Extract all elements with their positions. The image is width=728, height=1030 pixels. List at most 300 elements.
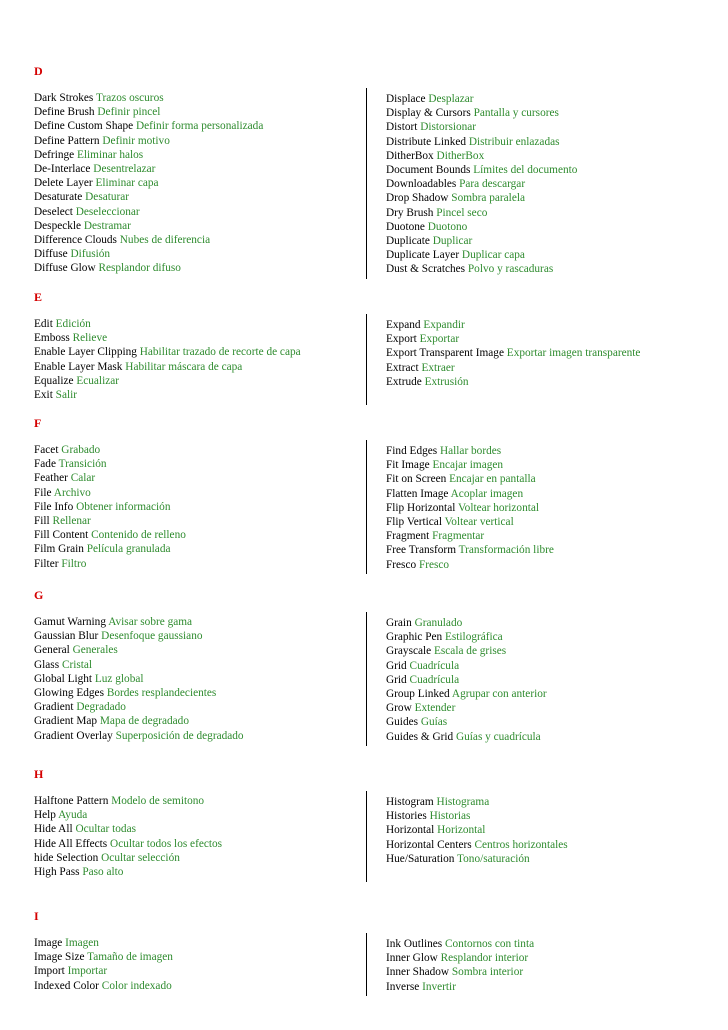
- term-english: Diffuse: [34, 248, 68, 261]
- term-spanish: Cristal: [61, 658, 93, 671]
- glossary-entry: [386, 332, 640, 346]
- column-separator: [366, 440, 367, 574]
- glossary-entry: [386, 220, 577, 234]
- term-spanish: Tono/saturación: [457, 852, 530, 865]
- glossary-entry: [34, 514, 186, 528]
- glossary-entry: [34, 486, 186, 500]
- term-spanish: Ocultar todos los efectos: [110, 837, 223, 850]
- term-english: File Info: [34, 500, 74, 513]
- term-english: Graphic Pen: [386, 631, 443, 644]
- glossary-entry: [386, 92, 577, 106]
- glossary-entry: [386, 248, 577, 262]
- term-spanish: Desaturar: [85, 191, 130, 204]
- glossary-entry: [34, 822, 222, 836]
- term-english: Film Grain: [34, 543, 84, 556]
- term-english: Image Size: [34, 951, 85, 964]
- term-spanish: Cuadrícula: [409, 659, 460, 672]
- term-english: Displace: [386, 93, 426, 105]
- glossary-entry: [34, 345, 301, 359]
- glossary-entry: [34, 471, 186, 485]
- glossary-entry: [386, 361, 640, 375]
- term-english: Grayscale: [386, 645, 432, 658]
- column-separator: [366, 88, 367, 279]
- term-spanish: Importar: [67, 965, 108, 978]
- term-spanish: Sombra interior: [451, 966, 524, 979]
- glossary-entry: [386, 852, 568, 866]
- term-spanish: Histograma: [436, 796, 490, 808]
- glossary-entry: [34, 851, 222, 865]
- glossary-entry: [34, 176, 263, 190]
- term-english: Difference Clouds: [34, 233, 117, 246]
- term-english: Flatten Image: [386, 487, 449, 500]
- section-letter-g: G: [34, 588, 44, 602]
- glossary-entry: [386, 318, 640, 332]
- term-spanish: Polvo y rascaduras: [467, 263, 554, 276]
- term-english: Dry Brush: [386, 206, 434, 219]
- term-english: Horizontal Centers: [386, 838, 472, 851]
- term-english: Equalize: [34, 374, 74, 387]
- term-spanish: Superposición de degradado: [115, 729, 244, 742]
- term-english: DitherBox: [386, 149, 434, 162]
- term-english: Dark Strokes: [34, 92, 94, 104]
- term-spanish: Ocultar selección: [101, 851, 180, 864]
- glossary-entry: [34, 629, 244, 643]
- term-english: Group Linked: [386, 687, 450, 700]
- glossary-entry: [386, 163, 577, 177]
- term-english: Distribute Linked: [386, 135, 467, 148]
- glossary-entry: [386, 177, 577, 191]
- term-english: Histories: [386, 810, 427, 823]
- term-spanish: Destramar: [83, 219, 131, 232]
- glossary-entry: [386, 937, 534, 951]
- glossary-entry: [386, 659, 547, 673]
- term-spanish: Extender: [414, 702, 456, 715]
- glossary-entry: [386, 346, 640, 360]
- term-spanish: Avisar sobre gama: [108, 616, 193, 628]
- term-spanish: Exportar: [419, 333, 460, 346]
- term-spanish: Límites del documento: [473, 163, 578, 176]
- term-english: Grow: [386, 702, 412, 715]
- glossary-entry: [34, 837, 222, 851]
- glossary-entry: [386, 730, 547, 744]
- section-letter-i: I: [34, 909, 39, 923]
- glossary-entry: [386, 809, 568, 823]
- glossary-entry: [34, 331, 301, 345]
- glossary-entry: [34, 374, 301, 388]
- term-spanish: Transformación libre: [458, 544, 554, 557]
- term-spanish: Imagen: [65, 937, 99, 949]
- term-english: Fill Content: [34, 529, 89, 542]
- term-spanish: Distorsionar: [420, 121, 477, 134]
- term-spanish: Transición: [58, 458, 107, 471]
- left-column: [34, 317, 301, 402]
- term-spanish: Ayuda: [58, 809, 88, 822]
- glossary-entry: [386, 444, 554, 458]
- term-english: Free Transform: [386, 544, 456, 557]
- column-separator: [366, 314, 367, 405]
- glossary-entry: [386, 795, 568, 809]
- term-english: Despeckle: [34, 219, 82, 232]
- term-spanish: Expandir: [423, 319, 465, 331]
- term-english: Find Edges: [386, 445, 438, 457]
- term-english: File: [34, 486, 52, 499]
- term-spanish: Fresco: [418, 558, 450, 571]
- term-spanish: Contenido de relleno: [91, 529, 186, 542]
- term-english: Define Pattern: [34, 134, 100, 147]
- term-spanish: Pantalla y cursores: [473, 107, 559, 120]
- right-column: [386, 795, 568, 866]
- term-spanish: Trazos oscuros: [95, 92, 164, 104]
- glossary-entry: [386, 206, 577, 220]
- glossary-entry: [386, 529, 554, 543]
- term-spanish: Desplazar: [428, 93, 474, 105]
- glossary-entry: [34, 134, 263, 148]
- glossary-entry: [386, 701, 547, 715]
- glossary-entry: [34, 615, 244, 629]
- term-english: Downloadables: [386, 178, 457, 191]
- section-letter-h: H: [34, 767, 44, 781]
- term-spanish: Granulado: [414, 617, 463, 629]
- term-english: Filter: [34, 557, 59, 570]
- glossary-entry: [386, 191, 577, 205]
- glossary-entry: [34, 700, 244, 714]
- glossary-entry: [34, 162, 263, 176]
- column-separator: [366, 933, 367, 996]
- term-spanish: Duplicar capa: [461, 249, 525, 262]
- term-english: hide Selection: [34, 851, 99, 864]
- term-english: Inner Shadow: [386, 966, 450, 979]
- glossary-entry: [386, 458, 554, 472]
- term-spanish: Contornos con tinta: [445, 938, 535, 950]
- term-spanish: Definir motivo: [102, 134, 170, 147]
- left-column: [34, 794, 222, 879]
- term-english: Ink Outlines: [386, 938, 443, 950]
- term-english: Delete Layer: [34, 177, 93, 190]
- term-spanish: Extrusión: [424, 375, 469, 388]
- glossary-entry: [386, 234, 577, 248]
- term-spanish: Difusión: [70, 248, 111, 261]
- glossary-entry: [386, 501, 554, 515]
- term-spanish: Horizontal: [437, 824, 486, 837]
- term-english: Facet: [34, 444, 59, 456]
- right-column: [386, 937, 534, 994]
- term-english: Hide All Effects: [34, 837, 108, 850]
- right-column: [386, 92, 577, 276]
- term-english: Inner Glow: [386, 952, 438, 965]
- glossary-entry: [34, 457, 186, 471]
- term-spanish: Estilográfica: [444, 631, 503, 644]
- left-column: [34, 615, 244, 743]
- term-spanish: Generales: [72, 644, 118, 657]
- term-english: Feather: [34, 472, 68, 485]
- column-separator: [366, 791, 367, 882]
- glossary-entry: [386, 543, 554, 557]
- term-spanish: Voltear horizontal: [457, 501, 540, 514]
- term-spanish: Exportar imagen transparente: [506, 347, 641, 360]
- glossary-entry: [34, 950, 173, 964]
- term-english: Global Light: [34, 672, 93, 685]
- term-spanish: Grabado: [61, 444, 101, 456]
- term-spanish: Encajar imagen: [432, 459, 504, 472]
- right-column: [386, 318, 640, 389]
- term-spanish: Paso alto: [82, 865, 124, 878]
- term-english: Fresco: [386, 558, 417, 571]
- term-spanish: Habilitar trazado de recorte de capa: [139, 346, 301, 359]
- term-spanish: Deseleccionar: [75, 205, 140, 218]
- glossary-entry: [34, 714, 244, 728]
- term-spanish: Luz global: [94, 672, 144, 685]
- term-english: Fit on Screen: [386, 473, 447, 486]
- term-spanish: Duotono: [427, 220, 468, 233]
- glossary-entry: [386, 262, 577, 276]
- glossary-entry: [386, 644, 547, 658]
- term-english: General: [34, 644, 70, 657]
- term-spanish: Relieve: [72, 332, 108, 345]
- term-spanish: Centros horizontales: [474, 838, 568, 851]
- term-spanish: Historias: [429, 810, 471, 823]
- term-spanish: Cuadrícula: [409, 673, 460, 686]
- right-column: [386, 616, 547, 744]
- term-english: Diffuse Glow: [34, 262, 96, 275]
- glossary-entry: [34, 686, 244, 700]
- term-english: Duplicate Layer: [386, 249, 460, 262]
- term-english: Define Custom Shape: [34, 120, 134, 133]
- glossary-entry: [34, 865, 222, 879]
- term-spanish: Definir pincel: [97, 106, 161, 119]
- term-english: Enable Layer Mask: [34, 360, 123, 373]
- glossary-entry: [386, 515, 554, 529]
- term-spanish: Obtener información: [76, 500, 171, 513]
- term-spanish: Modelo de semitono: [111, 795, 205, 807]
- glossary-entry: [386, 630, 547, 644]
- term-english: Gaussian Blur: [34, 630, 99, 643]
- term-english: Duotone: [386, 220, 425, 233]
- glossary-entry: [34, 979, 173, 993]
- term-english: Defringe: [34, 148, 75, 161]
- term-english: Gamut Warning: [34, 616, 106, 628]
- term-spanish: Fragmentar: [432, 530, 485, 543]
- glossary-entry: [386, 106, 577, 120]
- glossary-entry: [34, 261, 263, 275]
- glossary-entry: [34, 119, 263, 133]
- left-column: [34, 91, 263, 275]
- term-english: Dust & Scratches: [386, 263, 466, 276]
- term-spanish: Tamaño de imagen: [87, 951, 173, 964]
- glossary-entry: [386, 472, 554, 486]
- glossary-entry: [386, 616, 547, 630]
- term-spanish: Película granulada: [86, 543, 171, 556]
- term-english: Halftone Pattern: [34, 795, 109, 807]
- glossary-entry: [34, 388, 301, 402]
- glossary-entry: [386, 149, 577, 163]
- glossary-entry: [386, 715, 547, 729]
- term-english: Emboss: [34, 332, 70, 345]
- term-english: Exit: [34, 388, 53, 401]
- term-spanish: Invertir: [422, 980, 456, 993]
- glossary-entry: [34, 557, 186, 571]
- term-spanish: Ecualizar: [76, 374, 120, 387]
- term-english: Glass: [34, 658, 60, 671]
- term-spanish: Salir: [55, 388, 77, 401]
- term-spanish: Nubes de diferencia: [119, 233, 211, 246]
- term-english: Inverse: [386, 980, 420, 993]
- term-spanish: Acoplar imagen: [450, 487, 524, 500]
- glossary-entry: [34, 794, 222, 808]
- term-spanish: Resplandor difuso: [98, 262, 181, 275]
- term-english: Gradient Map: [34, 715, 98, 728]
- glossary-entry: [34, 808, 222, 822]
- term-english: Grain: [386, 617, 412, 629]
- term-english: Define Brush: [34, 106, 95, 119]
- glossary-entry: [34, 233, 263, 247]
- glossary-entry: [386, 838, 568, 852]
- glossary-entry: [34, 528, 186, 542]
- term-spanish: Mapa de degradado: [99, 715, 189, 728]
- glossary-entry: [34, 964, 173, 978]
- term-english: High Pass: [34, 865, 80, 878]
- glossary-entry: [386, 487, 554, 501]
- section-letter-f: F: [34, 416, 42, 430]
- term-english: Flip Horizontal: [386, 501, 456, 514]
- term-spanish: Voltear vertical: [444, 515, 514, 528]
- term-english: Deselect: [34, 205, 73, 218]
- glossary-entry: [386, 558, 554, 572]
- term-spanish: DitherBox: [436, 149, 485, 162]
- glossary-entry: [34, 219, 263, 233]
- term-english: Fill: [34, 514, 50, 527]
- glossary-entry: [34, 190, 263, 204]
- term-english: Glowing Edges: [34, 686, 104, 699]
- glossary-entry: [34, 542, 186, 556]
- glossary-entry: [34, 148, 263, 162]
- term-spanish: Rellenar: [52, 514, 91, 527]
- term-spanish: Resplandor interior: [440, 952, 529, 965]
- term-spanish: Agrupar con anterior: [451, 687, 547, 700]
- glossary-entry: [386, 687, 547, 701]
- term-spanish: Color indexado: [101, 979, 172, 992]
- glossary-entry: [34, 91, 263, 105]
- term-english: Fragment: [386, 530, 430, 543]
- term-english: Duplicate: [386, 234, 430, 247]
- glossary-entry: [34, 317, 301, 331]
- term-spanish: Bordes resplandecientes: [106, 686, 217, 699]
- glossary-entry: [386, 980, 534, 994]
- term-spanish: Encajar en pantalla: [449, 473, 536, 486]
- glossary-entry: [34, 658, 244, 672]
- term-english: Display & Cursors: [386, 107, 471, 120]
- term-spanish: Ocultar todas: [75, 823, 136, 836]
- glossary-entry: [34, 443, 186, 457]
- term-spanish: Sombra paralela: [451, 192, 525, 205]
- term-english: Expand: [386, 319, 421, 331]
- term-english: Import: [34, 965, 65, 978]
- term-english: Histogram: [386, 796, 434, 808]
- term-english: Export: [386, 333, 417, 346]
- term-spanish: Desentrelazar: [93, 162, 156, 175]
- term-english: Guides & Grid: [386, 730, 454, 743]
- term-english: Edit: [34, 318, 53, 330]
- term-spanish: Escala de grises: [434, 645, 507, 658]
- section-letter-e: E: [34, 290, 43, 304]
- term-spanish: Desenfoque gaussiano: [101, 630, 203, 643]
- glossary-entry: [34, 105, 263, 119]
- glossary-entry: [386, 951, 534, 965]
- term-english: Distort: [386, 121, 418, 134]
- glossary-entry: [386, 965, 534, 979]
- term-spanish: Hallar bordes: [439, 445, 502, 457]
- glossary-entry: [386, 135, 577, 149]
- term-english: Gradient: [34, 701, 74, 714]
- term-english: Indexed Color: [34, 979, 99, 992]
- section-letter-d: D: [34, 64, 43, 78]
- term-spanish: Duplicar: [432, 234, 473, 247]
- term-spanish: Filtro: [61, 557, 87, 570]
- term-english: Help: [34, 809, 56, 822]
- right-column: [386, 444, 554, 572]
- term-english: Fit Image: [386, 459, 430, 472]
- term-english: Hue/Saturation: [386, 852, 455, 865]
- term-spanish: Eliminar capa: [95, 177, 159, 190]
- term-english: Fade: [34, 458, 56, 471]
- glossary-entry: [34, 500, 186, 514]
- term-spanish: Definir forma personalizada: [135, 120, 264, 133]
- glossary-entry: [34, 936, 173, 950]
- term-english: Flip Vertical: [386, 515, 442, 528]
- glossary-entry: [34, 360, 301, 374]
- left-column: [34, 443, 186, 571]
- term-spanish: Distribuir enlazadas: [468, 135, 560, 148]
- term-english: Horizontal: [386, 824, 435, 837]
- glossary-entry: [386, 120, 577, 134]
- glossary-entry: [34, 729, 244, 743]
- term-english: Grid: [386, 673, 407, 686]
- term-spanish: Habilitar máscara de capa: [125, 360, 243, 373]
- term-spanish: Para descargar: [459, 178, 526, 191]
- column-separator: [366, 612, 367, 746]
- glossary-entry: [386, 673, 547, 687]
- term-english: Extrude: [386, 375, 422, 388]
- left-column: [34, 936, 173, 993]
- term-english: Gradient Overlay: [34, 729, 113, 742]
- term-english: Desaturate: [34, 191, 83, 204]
- term-english: Hide All: [34, 823, 73, 836]
- term-spanish: Degradado: [76, 701, 126, 714]
- term-english: Enable Layer Clipping: [34, 346, 137, 359]
- term-english: Grid: [386, 659, 407, 672]
- term-spanish: Extraer: [421, 361, 455, 374]
- glossary-entry: [386, 823, 568, 837]
- term-spanish: Guías: [420, 716, 448, 729]
- term-english: Export Transparent Image: [386, 347, 504, 360]
- glossary-entry: [34, 643, 244, 657]
- term-english: Document Bounds: [386, 163, 471, 176]
- term-spanish: Archivo: [53, 486, 91, 499]
- term-spanish: Pincel seco: [436, 206, 488, 219]
- glossary-entry: [386, 375, 640, 389]
- glossary-entry: [34, 247, 263, 261]
- term-spanish: Guías y cuadrícula: [455, 730, 541, 743]
- term-english: Extract: [386, 361, 419, 374]
- term-english: Image: [34, 937, 63, 949]
- term-spanish: Eliminar halos: [76, 148, 144, 161]
- term-spanish: Edición: [55, 318, 91, 330]
- term-english: De-Interlace: [34, 162, 91, 175]
- term-spanish: Calar: [70, 472, 96, 485]
- term-english: Guides: [386, 716, 419, 729]
- glossary-entry: [34, 205, 263, 219]
- glossary-entry: [34, 672, 244, 686]
- term-english: Drop Shadow: [386, 192, 449, 205]
